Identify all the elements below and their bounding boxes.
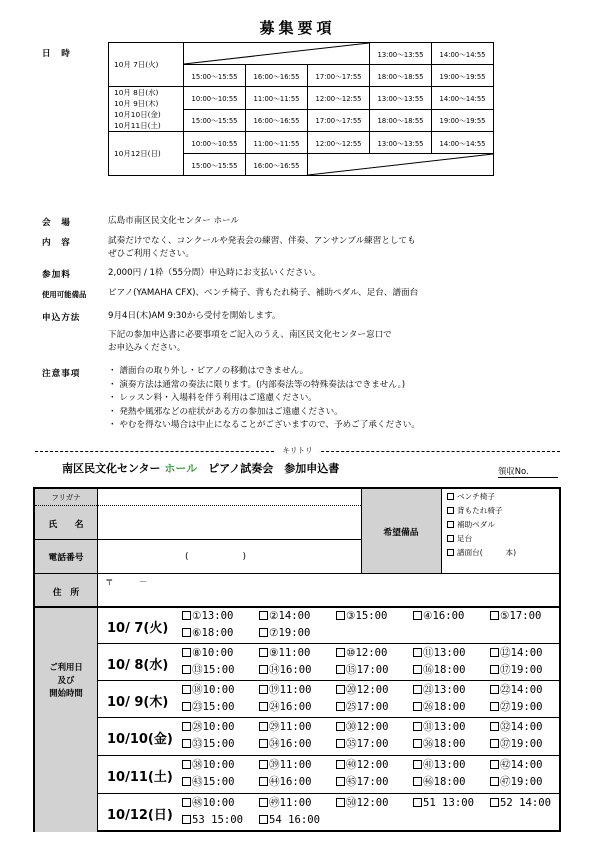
schedule-day-group	[109, 87, 184, 132]
time-slot-option[interactable]	[259, 812, 336, 829]
time-slot-label: ⑦19:00	[269, 627, 311, 639]
time-slot-option[interactable]	[413, 736, 490, 753]
furigana-field[interactable]	[98, 490, 360, 504]
checkbox-icon[interactable]	[259, 648, 268, 657]
unavailable-slot	[308, 154, 494, 176]
time-slot: 10:00～10:55	[184, 132, 246, 154]
schedule-day: 10月 9日(木)	[114, 99, 159, 108]
time-slot-option[interactable]	[259, 795, 336, 812]
equipment-request-label: 希望備品	[383, 528, 419, 538]
checkbox-icon[interactable]	[182, 777, 191, 786]
schedule-table	[108, 42, 494, 176]
venue-text: 広島市南区民文化センター ホール	[108, 216, 240, 226]
time-slot: 14:00～14:55	[432, 132, 494, 154]
time-slot-label: ㊾11:00	[269, 797, 312, 809]
time-slot-group	[182, 757, 567, 791]
time-slot: 16:00～16:55	[246, 154, 308, 176]
time-slot-label: ㊵12:00	[346, 759, 389, 771]
checkbox-icon[interactable]	[182, 628, 191, 637]
checkbox-icon[interactable]	[259, 760, 268, 769]
checkbox-icon[interactable]	[259, 815, 268, 824]
time-slot-label: ㉕17:00	[346, 701, 389, 713]
checkbox-icon[interactable]	[182, 702, 191, 711]
time-slot-label: ④16:00	[423, 610, 465, 622]
time-slot-option[interactable]	[336, 608, 413, 625]
time-slot-label: ③15:00	[346, 610, 388, 622]
fee-label: 参加料	[42, 270, 71, 280]
checkbox-icon[interactable]	[336, 648, 345, 657]
unavailable-slot	[184, 43, 370, 65]
time-slot-option[interactable]	[413, 719, 490, 736]
venue-label: 会 場	[42, 218, 71, 228]
note-item: ・ レッスン料・入場料を伴う利用はご遠慮ください。	[108, 393, 317, 403]
equipment-label: 使用可能備品	[42, 290, 87, 299]
time-slot-label: ⑱10:00	[192, 684, 235, 696]
content-line: 試奏だけでなく、コンクールや発表会の練習、伴奏、アンサンブル練習としても	[108, 236, 416, 246]
address-field[interactable]: 〒 －	[105, 578, 148, 588]
time-slot-option[interactable]	[259, 699, 336, 716]
note-item: ・ やむを得ない場合は中止になることがございますので、予めご了承ください。	[108, 420, 420, 430]
time-slot: 17:00～17:55	[308, 65, 370, 87]
checkbox-icon[interactable]	[259, 611, 268, 620]
time-slot: 12:00～12:55	[308, 132, 370, 154]
time-slot-label: ⑪13:00	[423, 647, 466, 659]
time-slot-option[interactable]	[413, 645, 490, 662]
time-slot-option[interactable]	[182, 736, 259, 753]
label-bg	[35, 606, 97, 832]
time-slot-label: ㊽10:00	[192, 797, 235, 809]
time-slot-option[interactable]	[182, 757, 259, 774]
time-slot: 18:00～18:55	[370, 109, 432, 132]
time-slot-option[interactable]	[413, 795, 490, 812]
time-slot-group	[182, 645, 567, 679]
time-slot-option[interactable]	[182, 625, 259, 642]
time-slot-label: ㉔16:00	[269, 701, 312, 713]
time-slot-option[interactable]	[413, 774, 490, 791]
name-field[interactable]	[98, 507, 360, 538]
time-slot-label: ㉑13:00	[423, 684, 466, 696]
time-slot-label: ㉘10:00	[192, 721, 235, 733]
time-slot-option[interactable]	[259, 736, 336, 753]
usage-date: 10/10(金)	[107, 732, 173, 747]
checkbox-icon[interactable]	[490, 611, 499, 620]
notes-label: 注意事項	[42, 369, 81, 379]
schedule-day: 10月 8日(水)	[114, 88, 159, 97]
time-slot-option[interactable]	[490, 795, 567, 812]
checkbox-icon	[447, 535, 454, 542]
application-title: 南区民文化センター ホール ピアノ試奏会 参加申込書	[62, 462, 340, 475]
checkbox-icon[interactable]	[336, 665, 345, 674]
time-slot-option[interactable]	[259, 608, 336, 625]
time-slot-label: ⑫14:00	[500, 647, 543, 659]
time-slot-option[interactable]	[259, 662, 336, 679]
checkbox-icon[interactable]	[490, 648, 499, 657]
checkbox-icon[interactable]	[490, 777, 499, 786]
checkbox-icon[interactable]	[413, 611, 422, 620]
apply-text	[108, 310, 392, 355]
time-slot-group	[182, 608, 567, 642]
time-slot-label: ㊸15:00	[192, 776, 235, 788]
checkbox-icon[interactable]	[490, 685, 499, 694]
checkbox-icon[interactable]	[182, 798, 191, 807]
time-slot-option[interactable]	[413, 608, 490, 625]
time-slot-label: ⑩12:00	[346, 647, 388, 659]
time-slot-label: ㊶13:00	[423, 759, 466, 771]
usage-label: ご利用日 及び 開始時間	[49, 662, 83, 698]
usage-date: 10/ 7(火)	[107, 621, 169, 636]
time-slot-option[interactable]	[182, 682, 259, 699]
checkbox-icon[interactable]	[182, 815, 191, 824]
checkbox-icon[interactable]	[182, 722, 191, 731]
schedule-label: 日 時	[42, 49, 71, 59]
checkbox-icon[interactable]	[182, 611, 191, 620]
time-slot-option[interactable]	[259, 645, 336, 662]
time-slot-option[interactable]	[336, 645, 413, 662]
equipment-option[interactable]: 背もたれ椅子	[447, 504, 516, 518]
checkbox-icon[interactable]	[336, 722, 345, 731]
address-label: 住 所	[52, 588, 80, 598]
time-slot-label: ㊺17:00	[346, 776, 389, 788]
time-slot-label: ⑥18:00	[192, 627, 234, 639]
checkbox-icon[interactable]	[413, 702, 422, 711]
checkbox-icon	[447, 521, 454, 528]
time-slot-option[interactable]	[413, 699, 490, 716]
time-slot-option[interactable]	[413, 757, 490, 774]
checkbox-icon[interactable]	[490, 760, 499, 769]
time-slot-option[interactable]	[259, 719, 336, 736]
checkbox-icon[interactable]	[336, 739, 345, 748]
time-slot-option[interactable]	[490, 719, 567, 736]
time-slot-label: ㉟17:00	[346, 738, 389, 750]
content-text	[108, 235, 416, 261]
checkbox-icon[interactable]	[413, 739, 422, 748]
checkbox-icon	[447, 549, 454, 556]
usage-date: 10/ 9(木)	[107, 695, 169, 710]
checkbox-icon[interactable]	[259, 702, 268, 711]
furigana-label: フリガナ	[51, 493, 81, 502]
apply-label: 申込方法	[42, 313, 81, 323]
time-slot: 10:00～10:55	[184, 87, 246, 110]
time-slot-label: ⑮17:00	[346, 664, 389, 676]
time-slot-group	[182, 682, 567, 716]
checkbox-icon[interactable]	[182, 648, 191, 657]
time-slot: 16:00～16:55	[246, 65, 308, 87]
time-slot-label: ㉖18:00	[423, 701, 466, 713]
time-slot-option[interactable]	[182, 795, 259, 812]
checkbox-icon[interactable]	[182, 685, 191, 694]
time-slot-option[interactable]	[336, 719, 413, 736]
time-slot-option[interactable]	[336, 662, 413, 679]
time-slot-label: ⑲11:00	[269, 684, 312, 696]
checkbox-icon[interactable]	[413, 722, 422, 731]
checkbox-icon[interactable]	[490, 665, 499, 674]
time-slot-option[interactable]	[182, 645, 259, 662]
time-slot-label: ㊹16:00	[269, 776, 312, 788]
time-slot: 19:00～19:55	[432, 65, 494, 87]
checkbox-icon[interactable]	[413, 685, 422, 694]
name-label: 氏 名	[48, 520, 84, 530]
time-slot-label: ㊳10:00	[192, 759, 235, 771]
checkbox-icon[interactable]	[413, 798, 422, 807]
time-slot-option[interactable]	[182, 812, 259, 829]
checkbox-icon[interactable]	[336, 611, 345, 620]
time-slot-option[interactable]	[182, 662, 259, 679]
time-slot-label: ㉗19:00	[500, 701, 543, 713]
time-slot-option[interactable]	[490, 699, 567, 716]
page-title: 募集要項	[259, 19, 336, 37]
time-slot: 15:00～15:55	[184, 65, 246, 87]
schedule-day: 10月10日(金)	[114, 110, 161, 119]
time-slot: 14:00～14:55	[432, 43, 494, 65]
time-slot-option[interactable]	[336, 774, 413, 791]
checkbox-icon[interactable]	[259, 628, 268, 637]
time-slot-option[interactable]	[182, 699, 259, 716]
time-slot-option[interactable]	[413, 682, 490, 699]
equipment-option[interactable]: 譜面台( 本)	[447, 546, 516, 560]
time-slot-option[interactable]	[336, 682, 413, 699]
schedule-day: 10月11日(土)	[114, 121, 161, 130]
time-slot-label: ①13:00	[192, 610, 234, 622]
time-slot-option[interactable]	[182, 774, 259, 791]
checkbox-icon[interactable]	[336, 685, 345, 694]
apply-line: 9月4日(木)AM 9:30から受付を開始します。	[108, 311, 281, 321]
time-slot-label: ⑧10:00	[192, 647, 234, 659]
equipment-options	[447, 490, 516, 560]
checkbox-icon[interactable]	[259, 798, 268, 807]
time-slot-option[interactable]	[182, 608, 259, 625]
note-item: ・ 演奏方法は通常の奏法に限ります。(内部奏法等の特殊奏法はできません。)	[108, 379, 406, 390]
equipment-option[interactable]: 補助ペダル	[447, 518, 516, 532]
equipment-option[interactable]: 足台	[447, 532, 516, 546]
time-slot: 13:00～13:55	[370, 43, 432, 65]
usage-date: 10/12(日)	[107, 808, 173, 823]
checkbox-icon[interactable]	[336, 777, 345, 786]
checkbox-icon[interactable]	[413, 760, 422, 769]
time-slot-label: ㉙11:00	[269, 721, 312, 733]
time-slot-label: ㉓15:00	[192, 701, 235, 713]
equipment-text: ピアノ(YAMAHA CFX)、ベンチ椅子、背もたれ椅子、補助ペダル、足台、譜面台	[108, 288, 419, 298]
application-form	[33, 487, 561, 832]
time-slot-label: ⑨11:00	[269, 647, 311, 659]
time-slot-option[interactable]	[336, 736, 413, 753]
time-slot-label: ⑤17:00	[500, 610, 542, 622]
time-slot-option[interactable]	[182, 719, 259, 736]
time-slot-option[interactable]	[490, 682, 567, 699]
time-slot-label: ㊱18:00	[423, 738, 466, 750]
time-slot-label: ㉜14:00	[500, 721, 543, 733]
time-slot-label: ㊻18:00	[423, 776, 466, 788]
time-slot-option[interactable]	[259, 757, 336, 774]
checkbox-icon[interactable]	[336, 702, 345, 711]
time-slot-option[interactable]	[259, 774, 336, 791]
time-slot: 13:00～13:55	[370, 87, 432, 110]
time-slot: 15:00～15:55	[184, 154, 246, 176]
phone-label: 電話番号	[48, 553, 84, 563]
receipt-number: 領収No.	[498, 465, 558, 478]
apply-line: お申込みください。	[108, 343, 186, 353]
time-slot: 17:00～17:55	[308, 109, 370, 132]
time-slot-option[interactable]	[259, 682, 336, 699]
checkbox-icon[interactable]	[413, 665, 422, 674]
time-slot-label: ㊿12:00	[346, 797, 389, 809]
time-slot: 11:00～11:55	[246, 87, 308, 110]
time-slot-option[interactable]	[490, 662, 567, 679]
notes-list	[108, 365, 420, 433]
checkbox-icon	[447, 507, 454, 514]
checkbox-icon[interactable]	[182, 739, 191, 748]
time-slot-option[interactable]	[490, 608, 567, 625]
time-slot-label: ㉛13:00	[423, 721, 466, 733]
time-slot-label: ⑳12:00	[346, 684, 389, 696]
fee-text: 2,000円 / 1枠（55分間）申込時にお支払いください。	[108, 268, 321, 278]
checkbox-icon[interactable]	[182, 665, 191, 674]
cut-label: キリトリ	[0, 445, 595, 456]
time-slot: 13:00～13:55	[370, 132, 432, 154]
time-slot-label: ②14:00	[269, 610, 311, 622]
apply-line: 下記の参加申込書に必要事項をご記入のうえ、南区民文化センター窓口で	[108, 330, 392, 340]
checkbox-icon[interactable]	[336, 760, 345, 769]
content-label: 内 容	[42, 238, 71, 248]
time-slot-label: ㊲19:00	[500, 738, 543, 750]
schedule-day: 10月 7日(火)	[109, 43, 184, 87]
checkbox-icon[interactable]	[490, 722, 499, 731]
equipment-option[interactable]: ベンチ椅子	[447, 490, 516, 504]
time-slot: 12:00～12:55	[308, 87, 370, 110]
time-slot: 11:00～11:55	[246, 132, 308, 154]
time-slot-label: ⑰19:00	[500, 664, 543, 676]
checkbox-icon[interactable]	[490, 702, 499, 711]
time-slot-option[interactable]	[413, 662, 490, 679]
time-slot-label: 51 13:00	[423, 797, 475, 809]
time-slot-label: ㉒14:00	[500, 684, 543, 696]
checkbox-icon[interactable]	[336, 798, 345, 807]
phone-field[interactable]: ( )	[185, 552, 247, 562]
time-slot: 18:00～18:55	[370, 65, 432, 87]
checkbox-icon[interactable]	[490, 798, 499, 807]
time-slot-label: 53 15:00	[192, 814, 244, 826]
time-slot-option[interactable]	[490, 736, 567, 753]
time-slot-option[interactable]	[259, 625, 336, 642]
checkbox-icon[interactable]	[259, 665, 268, 674]
content-line: ぜひご利用ください。	[108, 249, 194, 259]
time-slot-option[interactable]	[336, 795, 413, 812]
time-slot-label: ⑭16:00	[269, 664, 312, 676]
usage-date: 10/11(土)	[107, 770, 173, 785]
time-slot-option[interactable]	[490, 645, 567, 662]
checkbox-icon[interactable]	[490, 739, 499, 748]
checkbox-icon[interactable]	[259, 722, 268, 731]
time-slot-label: ⑯18:00	[423, 664, 466, 676]
time-slot-label: ㉝15:00	[192, 738, 235, 750]
time-slot-group	[182, 795, 567, 829]
time-slot-label: 52 14:00	[500, 797, 552, 809]
checkbox-icon[interactable]	[182, 760, 191, 769]
note-item: ・ 発熱や風邪などの症状がある方の参加はご遠慮ください。	[108, 406, 343, 417]
time-slot: 19:00～19:55	[432, 109, 494, 132]
time-slot-label: 54 16:00	[269, 814, 321, 826]
time-slot: 15:00～15:55	[184, 109, 246, 132]
time-slot-label: ㊴11:00	[269, 759, 312, 771]
schedule-day: 10月12日(日)	[109, 132, 184, 176]
time-slot-option[interactable]	[336, 757, 413, 774]
checkbox-icon	[447, 493, 454, 500]
checkbox-icon[interactable]	[259, 777, 268, 786]
time-slot-group	[182, 719, 567, 753]
time-slot-option[interactable]	[490, 774, 567, 791]
time-slot-label: ⑬15:00	[192, 664, 235, 676]
checkbox-icon[interactable]	[259, 739, 268, 748]
time-slot-option[interactable]	[336, 699, 413, 716]
note-item: ・ 譜面台の取り外し・ピアノの移動はできません。	[108, 366, 309, 376]
checkbox-icon[interactable]	[413, 777, 422, 786]
usage-date: 10/ 8(水)	[107, 658, 169, 673]
checkbox-icon[interactable]	[413, 648, 422, 657]
time-slot-label: ㊷14:00	[500, 759, 543, 771]
time-slot-label: ㉚12:00	[346, 721, 389, 733]
checkbox-icon[interactable]	[259, 685, 268, 694]
time-slot-label: ㉞16:00	[269, 738, 312, 750]
time-slot-option[interactable]	[490, 757, 567, 774]
time-slot-label: ㊼19:00	[500, 776, 543, 788]
time-slot: 16:00～16:55	[246, 109, 308, 132]
time-slot: 14:00～14:55	[432, 87, 494, 110]
